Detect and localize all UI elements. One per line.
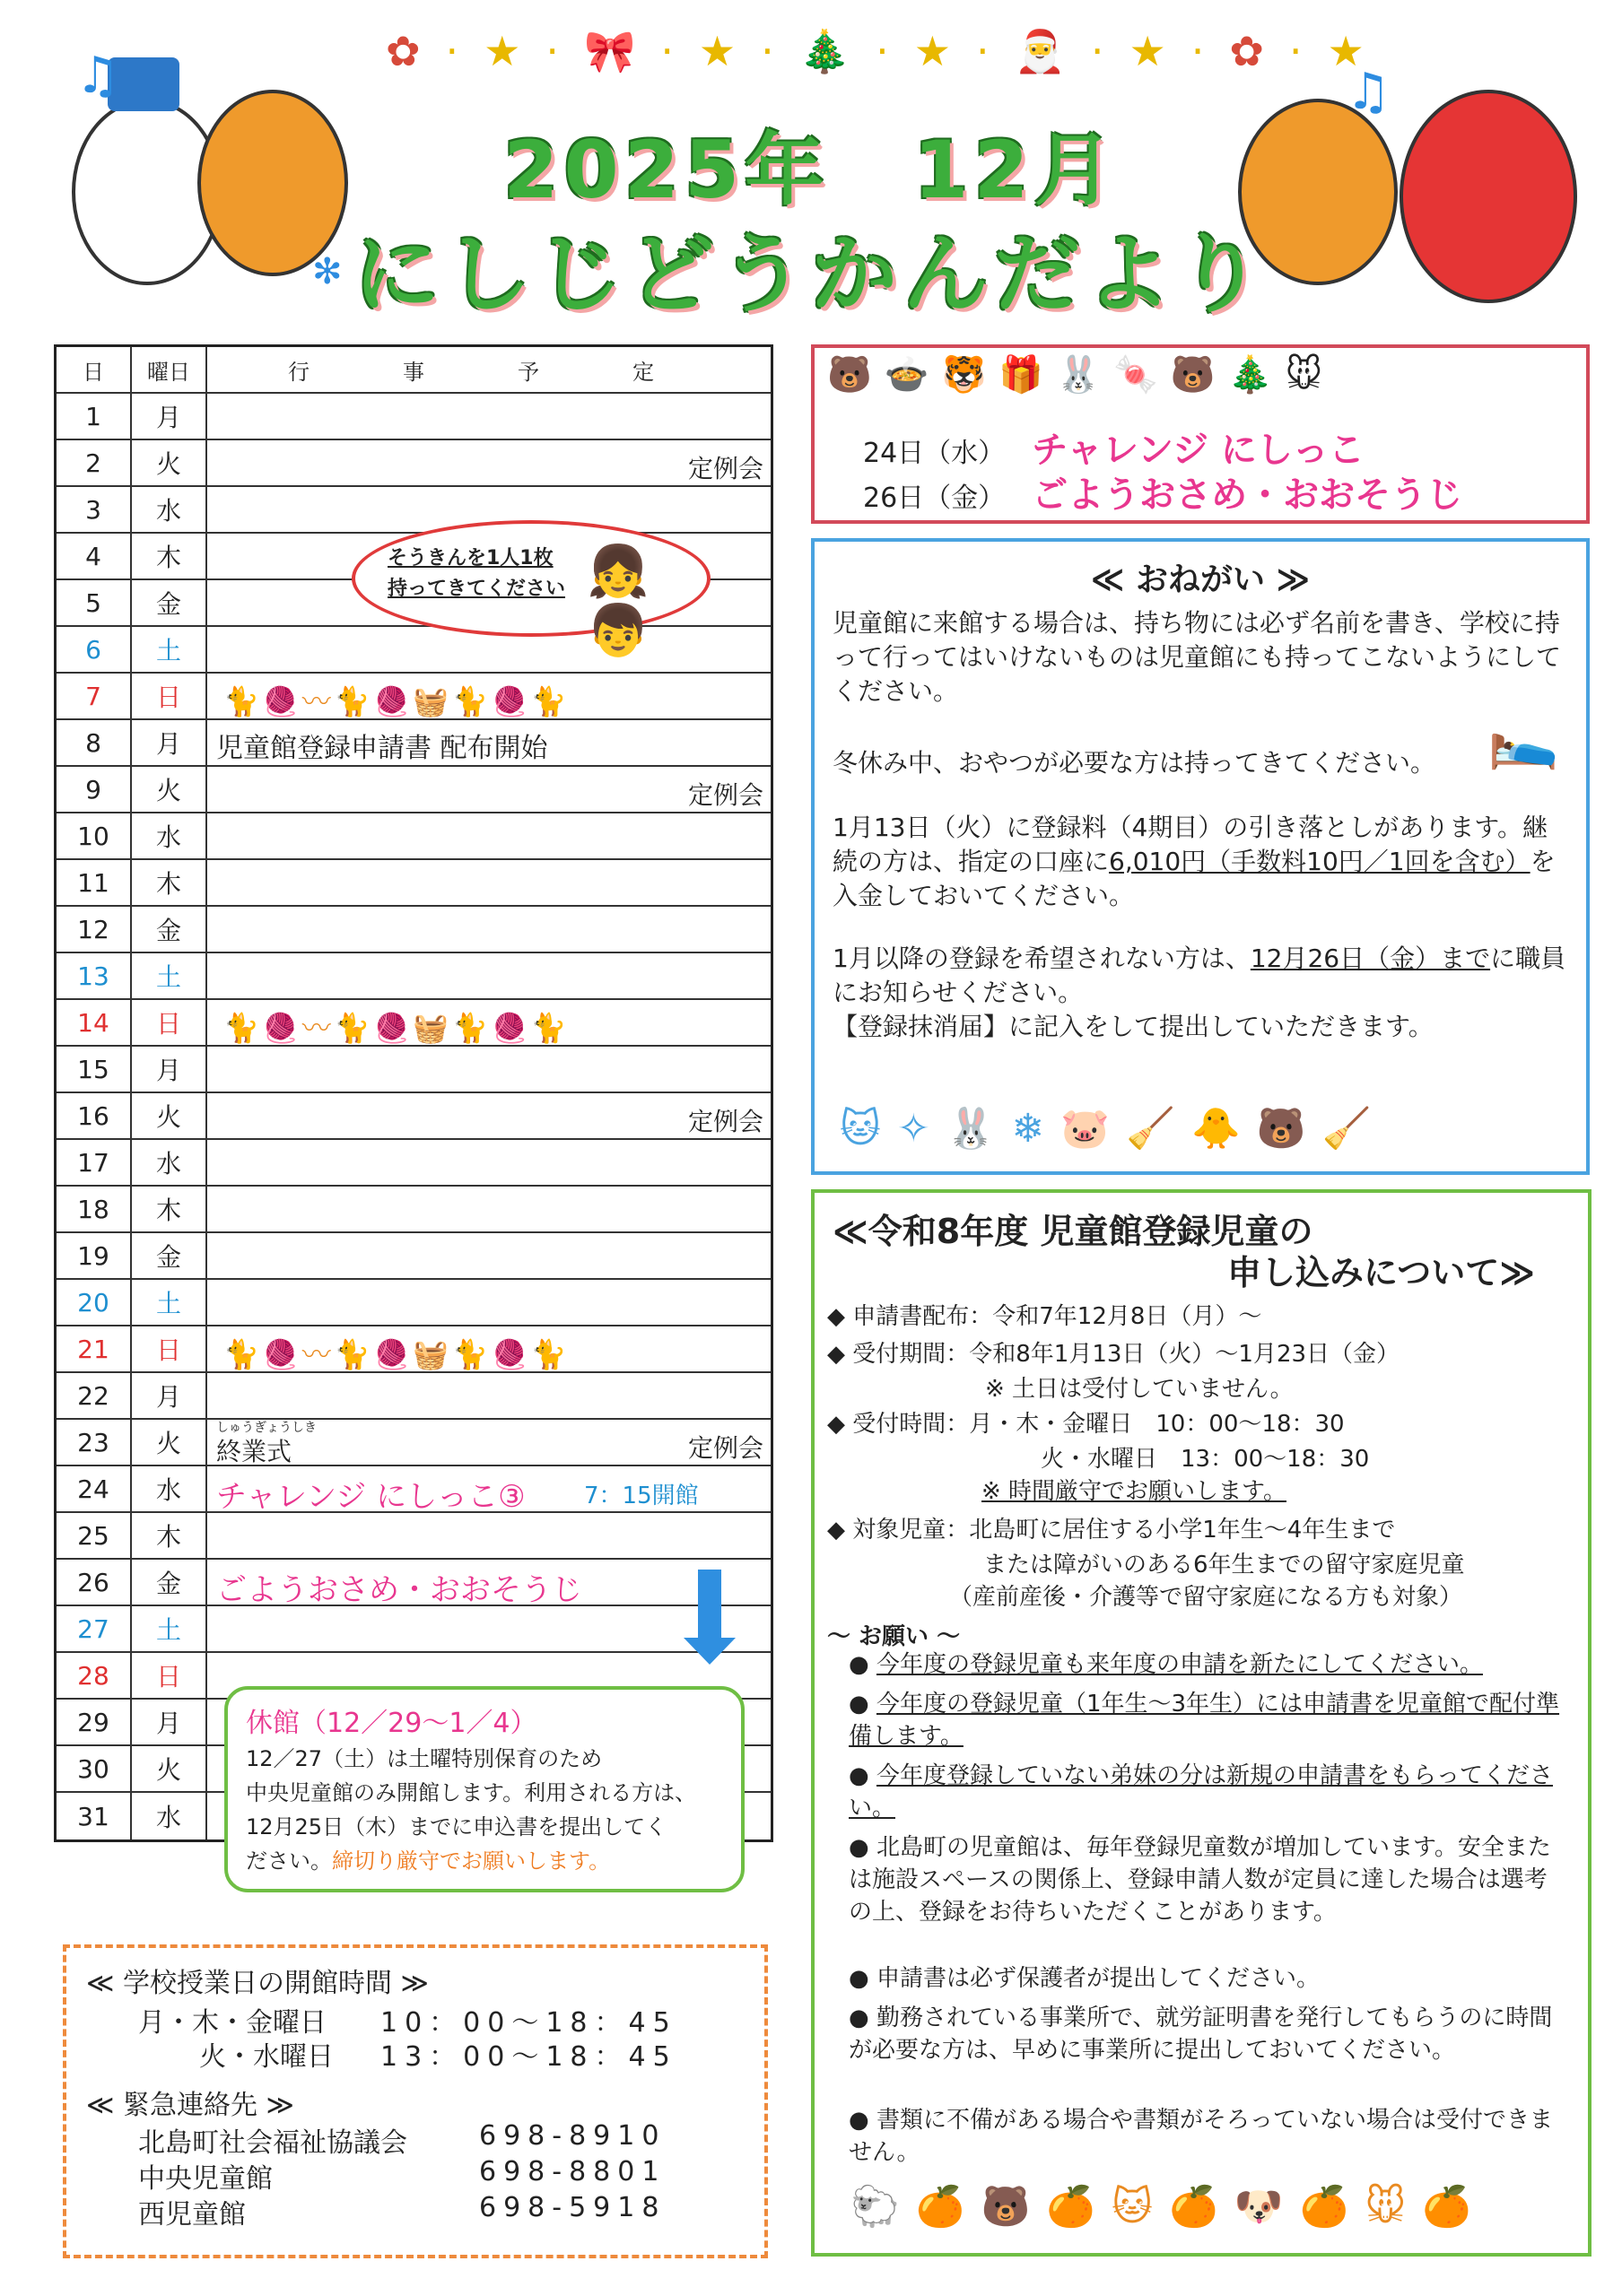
calendar-weekday: 土: [132, 953, 207, 998]
calendar-row: [57, 907, 771, 953]
sleeping-child-icon: 🛌: [1487, 706, 1559, 772]
event-left-text: 児童館登録申請書 配布開始: [216, 733, 548, 764]
cats-yarn-decoration: 🐈🧶〰🐈🧶🧺🐈🧶🐈: [223, 684, 571, 718]
holiday-closure-box: [224, 1686, 745, 1892]
contact-tel-1: 698-8910: [479, 2120, 667, 2152]
hours-title: ≪ 学校授業日の開館時間 ≫: [86, 1968, 429, 1999]
calendar-event-cell: [207, 1466, 771, 1515]
calendar-day: 21: [57, 1326, 132, 1371]
cats-yarn-decoration: 🐈🧶〰🐈🧶🧺🐈🧶🐈: [223, 1337, 571, 1371]
bullet-dot-icon: ●: [849, 2107, 876, 2134]
period-label: ◆ 受付期間：: [827, 1341, 970, 1368]
calendar-row: [57, 1093, 771, 1140]
distribution-value: 令和7年12月8日（月）～: [992, 1303, 1262, 1330]
calendar-weekday: 火: [132, 767, 207, 812]
calendar-row: [57, 394, 771, 440]
calendar-row: [57, 1140, 771, 1187]
calendar-weekday: 日: [132, 1000, 207, 1045]
calendar-event-cell: [207, 1187, 771, 1231]
registration-title-1: ≪令和8年度 児童館登録児童の: [833, 1212, 1313, 1251]
calendar-weekday: 火: [132, 1746, 207, 1791]
calendar-day: 6: [57, 627, 132, 672]
calendar-weekday: 金: [132, 1560, 207, 1605]
calendar-weekday: 金: [132, 907, 207, 952]
contact-name-1: 北島町社会福祉協議会: [138, 2127, 407, 2159]
header-decoration-row: ✿·★·🎀·★·🎄·★·🎅·★·✿·★: [386, 27, 1390, 75]
calendar-event-cell: [207, 1233, 771, 1278]
calendar-event-cell: [207, 1326, 771, 1371]
calendar-row: [57, 1420, 771, 1466]
calendar-day: 2: [57, 440, 132, 485]
distribution-item: [827, 1300, 1581, 1333]
closure-line-1: 12／27（土）は土曜特別保育のため: [246, 1746, 603, 1771]
closure-line-4: [246, 1846, 723, 1876]
calendar-event-cell: [207, 1420, 771, 1465]
cleaning-animals-decoration: 🐱✧🐰❄🐷🧹🐥🐻🧹: [840, 1106, 1388, 1152]
request-paragraph-3: [833, 811, 1568, 913]
event-1-name: チャレンジ にしっこ: [1032, 430, 1365, 471]
event-1-date: 24日（水）: [863, 438, 1006, 469]
distribution-label: ◆ 申請書配布：: [827, 1303, 993, 1330]
bubble-line-1: そうきんを1人1枚: [388, 547, 554, 570]
calendar-row: [57, 953, 771, 1000]
calendar-day: 9: [57, 767, 132, 812]
calendar-weekday: 水: [132, 813, 207, 858]
registration-title-2: 申し込みについて≫: [1227, 1253, 1536, 1292]
calendar-event-cell: [207, 1140, 771, 1185]
period-note: ※ 土日は受付していません。: [985, 1376, 1294, 1403]
bubble-text: [388, 544, 565, 604]
calendar-weekday: 日: [132, 1326, 207, 1371]
event-right-text: 定例会: [687, 1107, 763, 1136]
calendar-row: [57, 1560, 771, 1606]
calendar-row: [57, 1280, 771, 1326]
calendar-event-cell: [207, 1280, 771, 1325]
calendar-weekday: 月: [132, 1700, 207, 1744]
calendar-weekday: 木: [132, 860, 207, 905]
bullet-text: 書類に不備がある場合や書類がそろっていない場合は受付できません。: [849, 2107, 1553, 2166]
calendar-row: [57, 720, 771, 767]
calendar-weekday: 土: [132, 1280, 207, 1325]
period-value: 令和8年1月13日（火）～1月23日（金）: [969, 1341, 1400, 1368]
newsletter-date-title: 2025年 12月: [503, 124, 1119, 216]
hours-row-1-days: 月・木・金曜日: [138, 2007, 327, 2039]
fee-amount: 6,010円（手数料10円／1回を含む）: [1109, 847, 1530, 876]
calendar-day: 16: [57, 1093, 132, 1138]
contact-title: ≪ 緊急連絡先 ≫: [86, 2090, 294, 2121]
target-line-2: または障がいのある6年生までの留守家庭児童: [983, 1552, 1465, 1578]
calendar-weekday: 木: [132, 1187, 207, 1231]
calendar-weekday: 水: [132, 487, 207, 532]
request-bullet: [849, 2104, 1566, 2169]
closure-line-3: 12月25日（木）までに申込書を提出してく: [246, 1814, 667, 1839]
event-ruby: しゅうぎょうしき: [216, 1421, 317, 1435]
calendar-weekday: 日: [132, 674, 207, 718]
closure-deadline-note: 締切り厳守でお願いします。: [332, 1848, 611, 1874]
calendar-row: [57, 1047, 771, 1093]
animal-decoration-row: 🐻🍲🐯🎁🐰🍬🐻🎄🐭: [827, 354, 1336, 396]
event-right-text: 定例会: [687, 454, 763, 483]
contact-tel-3: 698-5918: [479, 2192, 667, 2223]
calendar-weekday: 火: [132, 1420, 207, 1465]
calendar-weekday: 土: [132, 627, 207, 672]
calendar-weekday: 土: [132, 1606, 207, 1651]
request-bullet: [849, 1962, 1566, 1995]
calendar-day: 5: [57, 580, 132, 625]
calendar-weekday: 火: [132, 440, 207, 485]
calendar-event-cell: [207, 767, 771, 812]
fee-text-c: を入金しておいてください。: [833, 847, 1556, 910]
calendar-day: 11: [57, 860, 132, 905]
calendar-weekday: 火: [132, 1093, 207, 1138]
cancel-deadline: 12月26日（金）まで: [1250, 944, 1491, 973]
request-bullet: [849, 1688, 1566, 1752]
period-item: [827, 1338, 1581, 1370]
event-2-name: ごようおさめ・おおそうじ: [1032, 474, 1463, 516]
calendar-event-cell: [207, 1047, 771, 1091]
newsletter-main-title: にしじどうかんだより: [353, 224, 1269, 325]
calendar-day: 7: [57, 674, 132, 718]
registration-box: [811, 1189, 1591, 2257]
bullet-dot-icon: ●: [849, 1965, 876, 1992]
target-item: [827, 1514, 1581, 1546]
cats-yarn-decoration: 🐈🧶〰🐈🧶🧺🐈🧶🐈: [223, 1011, 571, 1045]
calendar-weekday: 木: [132, 534, 207, 578]
event-left-text: チャレンジ にしっこ③: [216, 1479, 526, 1515]
request-paragraph-1: 児童館に来館する場合は、持ち物には必ず名前を書き、学校に持って行ってはいけないものは児童館にも持ってこないようにしてください。: [833, 608, 1562, 706]
time-row-2: 火・水曜日 13：00～18：30: [1041, 1446, 1370, 1473]
towel-reminder-bubble: [352, 520, 711, 660]
calendar-day: 20: [57, 1280, 132, 1325]
calendar-row: [57, 487, 771, 534]
bullet-text: 今年度登録していない弟妹の分は新規の申請書をもらってください。: [849, 1762, 1553, 1822]
contact-name-3: 西児童館: [138, 2199, 246, 2231]
calendar-header-row: [57, 347, 771, 394]
hours-row-2-time: 13：00～18：45: [380, 2041, 677, 2073]
special-events-box: [811, 344, 1590, 524]
children-icon: 👧👦: [587, 543, 650, 660]
request-box: [811, 538, 1590, 1175]
header-day: 日: [57, 347, 132, 392]
calendar-row: [57, 767, 771, 813]
calendar-day: 29: [57, 1700, 132, 1744]
closure-line-4a: ださい。: [246, 1848, 332, 1874]
time-row-1: 月・木・金曜日 10：00～18：30: [969, 1411, 1345, 1438]
event-2-date: 26日（金）: [863, 483, 1006, 514]
calendar-day: 24: [57, 1466, 132, 1511]
calendar-event-cell: [207, 953, 771, 998]
header-weekday: 曜日: [132, 347, 207, 392]
cancel-form-note: 【登録抹消届】に記入をして提出していただきます。: [833, 1012, 1434, 1041]
bullet-text: 今年度の登録児童（1年生～3年生）には申請書を児童館で配付準備します。: [849, 1691, 1560, 1750]
calendar-event-cell: [207, 440, 771, 485]
calendar-day: 4: [57, 534, 132, 578]
event-left-text: 終業式: [216, 1437, 292, 1466]
contact-name-2: 中央児童館: [138, 2163, 273, 2195]
calendar-weekday: 水: [132, 1466, 207, 1511]
event-line-1: [863, 422, 1365, 473]
bullet-text: 今年度の登録児童も来年度の申請を新たにしてください。: [876, 1651, 1483, 1678]
calendar-row: [57, 440, 771, 487]
down-arrow-icon: [698, 1570, 721, 1641]
requests-subtitle: ～ お願い ～: [827, 1623, 961, 1650]
calendar-day: 30: [57, 1746, 132, 1791]
calendar-weekday: 木: [132, 1513, 207, 1558]
calendar-row: [57, 1000, 771, 1047]
calendar-weekday: 月: [132, 1047, 207, 1091]
calendar-weekday: 月: [132, 720, 207, 765]
time-label: ◆ 受付時間：: [827, 1411, 970, 1438]
calendar-weekday: 月: [132, 394, 207, 439]
calendar-day: 15: [57, 1047, 132, 1091]
calendar-event-cell: [207, 813, 771, 858]
calendar-day: 27: [57, 1606, 132, 1651]
event-line-2: [863, 466, 1462, 517]
request-bullet: [849, 2002, 1566, 2066]
calendar-row: [57, 674, 771, 720]
calendar-day: 14: [57, 1000, 132, 1045]
calendar-day: 19: [57, 1233, 132, 1278]
calendar-day: 3: [57, 487, 132, 532]
calendar-row: [57, 860, 771, 907]
calendar-event-cell: [207, 394, 771, 439]
calendar-row: [57, 1233, 771, 1280]
closure-title: 休館（12／29～1／4）: [246, 1708, 537, 1739]
event-left-text: ごようおさめ・おおそうじ: [216, 1572, 582, 1608]
opening-hours-box: [63, 1944, 768, 2258]
request-bullet: [849, 1648, 1566, 1681]
event-opening-note: 7：15開館: [584, 1483, 699, 1509]
calendar-weekday: 金: [132, 1233, 207, 1278]
calendar-day: 26: [57, 1560, 132, 1605]
calendar-weekday: 月: [132, 1373, 207, 1418]
bubble-line-2: 持ってきてください: [388, 578, 566, 600]
calendar-row: [57, 1326, 771, 1373]
calendar-day: 23: [57, 1420, 132, 1465]
bullet-dot-icon: ●: [849, 1834, 876, 1861]
time-item: [827, 1408, 1581, 1440]
fee-text-a: 1月13日（火）に登録料（4期目）の引き落としがあります。継続の方は、指定の口座に: [833, 813, 1548, 876]
event-right-text: 定例会: [687, 780, 763, 810]
calendar-event-cell: [207, 720, 771, 765]
calendar-event-cell: [207, 674, 771, 718]
request-paragraph-4: [833, 942, 1568, 1044]
calendar-row: [57, 813, 771, 860]
header-events: 行 事 予 定: [288, 359, 690, 385]
calendar-event-cell: [207, 1560, 771, 1608]
calendar-weekday: 日: [132, 1653, 207, 1698]
calendar-day: 18: [57, 1187, 132, 1231]
calendar-day: 1: [57, 394, 132, 439]
calendar-event-cell: [207, 1373, 771, 1418]
snowflake-icon: ✻: [312, 251, 343, 292]
request-bullet: [849, 1831, 1566, 1928]
calendar-event-cell: [207, 1513, 771, 1558]
target-label: ◆ 対象児童：: [827, 1517, 970, 1544]
orange-animals-decoration: 🐑🍊🐻🍊🐱🍊🐶🍊🐭🍊: [850, 2184, 1488, 2230]
request-title: ≪ おねがい ≫: [1090, 561, 1311, 598]
event-right-text: 定例会: [687, 1433, 763, 1463]
calendar-day: 31: [57, 1793, 132, 1839]
target-line-3: （産前産後・介護等で留守家庭になる方も対象）: [949, 1584, 1463, 1611]
bullet-dot-icon: ●: [849, 2005, 876, 2031]
time-note: ※ 時間厳守でお願いします。: [981, 1478, 1286, 1505]
bullet-dot-icon: ●: [849, 1691, 876, 1718]
cancel-text-c: に職員にお知らせください。: [833, 944, 1566, 1007]
calendar-event-cell: [207, 1093, 771, 1138]
calendar-weekday: 金: [132, 580, 207, 625]
calendar-day: 22: [57, 1373, 132, 1418]
calendar-day: 17: [57, 1140, 132, 1185]
calendar-day: 25: [57, 1513, 132, 1558]
calendar-row: [57, 1606, 771, 1653]
cancel-text-a: 1月以降の登録を希望されない方は、: [833, 944, 1251, 973]
contact-tel-2: 698-8801: [479, 2156, 667, 2187]
hours-row-1-time: 10：00～18：45: [380, 2007, 677, 2039]
calendar-day: 28: [57, 1653, 132, 1698]
target-line-1: 北島町に居住する小学1年生～4年生まで: [969, 1517, 1396, 1544]
bullet-dot-icon: ●: [849, 1651, 876, 1678]
request-bullet: [849, 1760, 1566, 1824]
request-paragraph-2: 冬休み中、おやつが必要な方は持ってきてください。: [833, 748, 1436, 778]
music-note-right-icon: ♫: [1346, 63, 1391, 121]
calendar-weekday: 水: [132, 1140, 207, 1185]
bullet-text: 北島町の児童館は、毎年登録児童数が増加しています。安全または施設スペースの関係上、登録申請人数が定員に達した場合は選考の上、登録をお待ちいただくことがあります。: [849, 1834, 1551, 1926]
music-note-icon: ♫: [75, 47, 121, 105]
bullet-text: 申請書は必ず保護者が提出してください。: [876, 1965, 1320, 1992]
closure-line-2: 中央児童館のみ開館します。利用される方は、: [246, 1780, 697, 1805]
calendar-row: [57, 1373, 771, 1420]
calendar-row: [57, 1187, 771, 1233]
hours-row-2-days: 火・水曜日: [199, 2041, 334, 2073]
calendar-weekday: 水: [132, 1793, 207, 1839]
calendar-day: 13: [57, 953, 132, 998]
bullet-dot-icon: ●: [849, 1762, 876, 1789]
calendar-day: 10: [57, 813, 132, 858]
calendar-event-cell: [207, 907, 771, 952]
calendar-event-cell: [207, 1000, 771, 1045]
calendar-day: 12: [57, 907, 132, 952]
calendar-row: [57, 1513, 771, 1560]
calendar-day: 8: [57, 720, 132, 765]
calendar-row: [57, 1466, 771, 1513]
calendar-event-cell: [207, 860, 771, 905]
bullet-text: 勤務されている事業所で、就労証明書を発行してもらうのに時間が必要な方は、早めに事業所に提出しておいてください。: [849, 2005, 1553, 2064]
